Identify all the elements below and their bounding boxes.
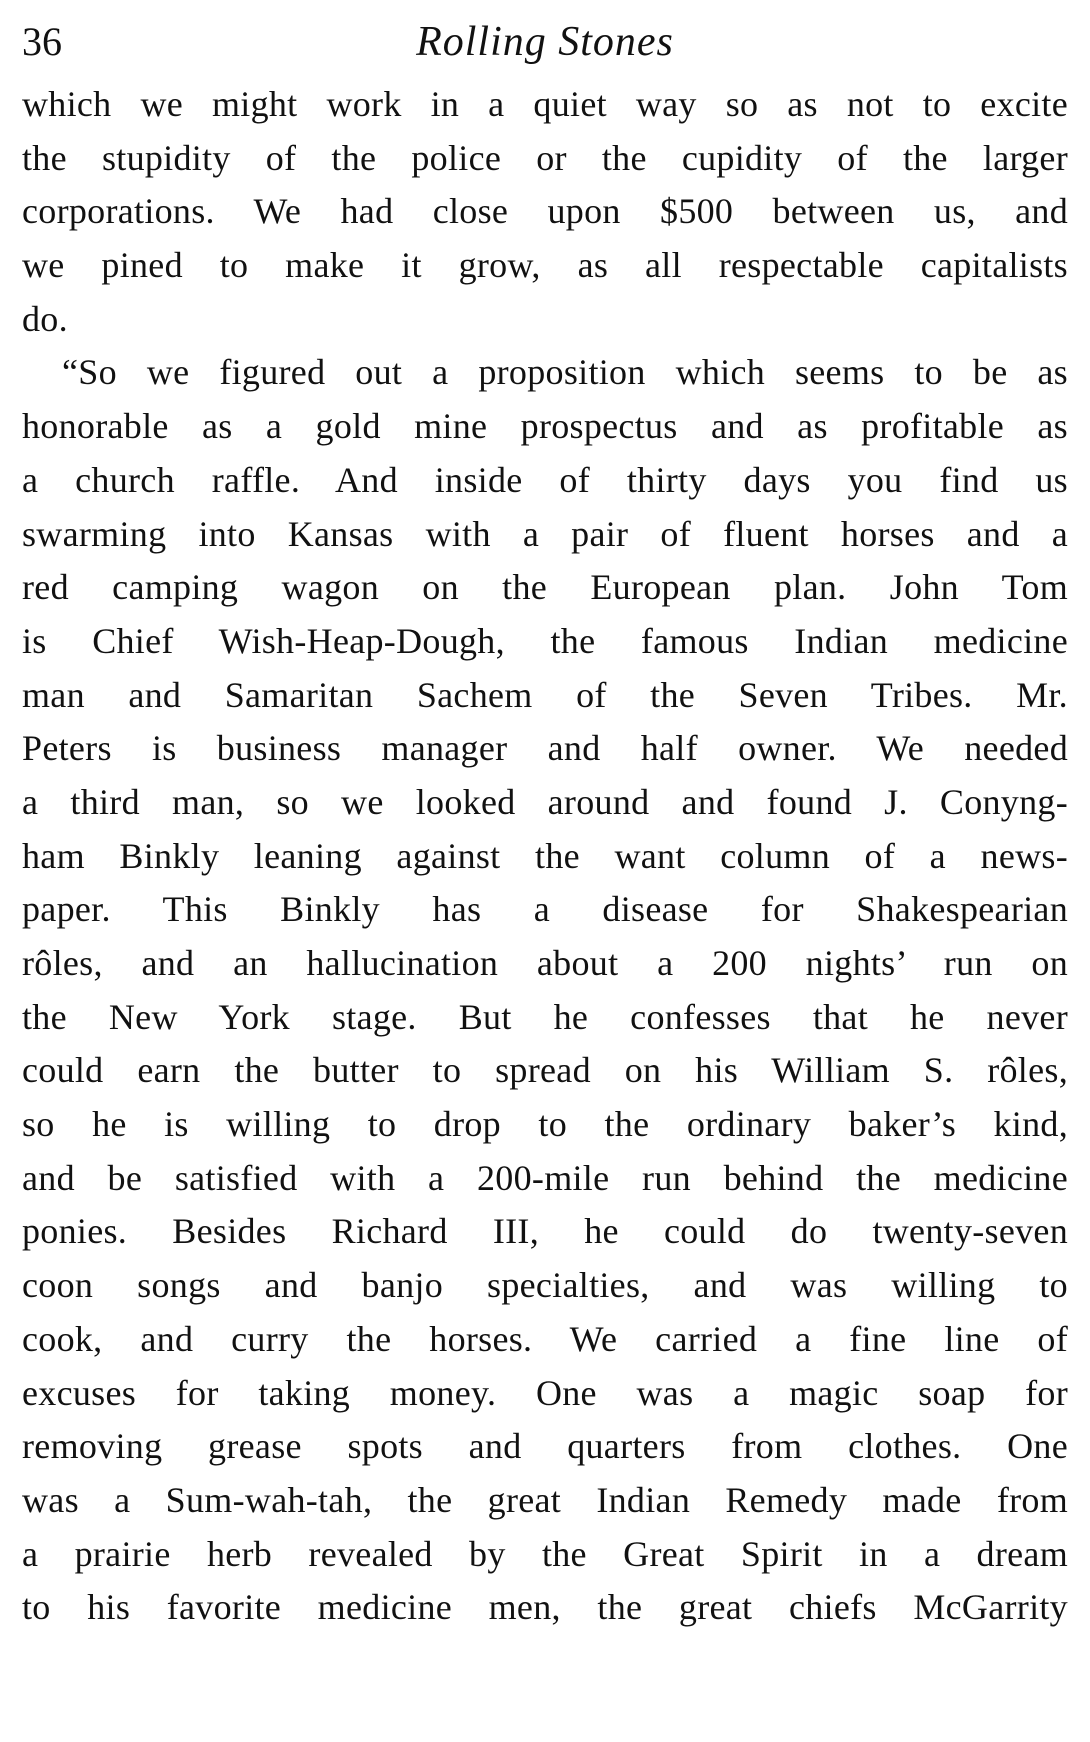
text-line: Peters is business manager and half owner. We needed: [22, 728, 1068, 769]
text-line: [22, 1635, 1068, 1689]
text-line: so he is willing to drop to the ordinary baker’s kind,: [22, 1104, 1068, 1145]
text-line: corporations. We had close upon $500 between us, and: [22, 191, 1068, 232]
text-line: a church raffle. And inside of thirty days you find us: [22, 459, 1068, 500]
text-line: was a Sum-wah-tah, the great Indian Remedy made from: [22, 1479, 1068, 1520]
text-line: and be satisfied with a 200-mile run behind the medicine: [22, 1157, 1068, 1198]
text-line: honorable as a gold mine prospectus and as profitable as: [22, 406, 1068, 447]
paragraph: [22, 346, 1068, 1742]
text-line: a prairie herb revealed by the Great Spirit in a dream: [22, 1533, 1068, 1574]
running-head: [22, 16, 1068, 78]
text-line: the stupidity of the police or the cupidity of the larger: [22, 137, 1068, 178]
text-line: could earn the butter to spread on his William S. rôles,: [22, 1050, 1068, 1091]
text-line: paper. This Binkly has a disease for Shakespearian: [22, 889, 1068, 930]
text-line: do.: [22, 298, 68, 339]
text-line: ham Binkly leaning against the want column of a news-: [22, 835, 1068, 876]
text-line: [22, 1689, 1068, 1742]
text-line: coon songs and banjo specialties, and was willing to: [22, 1265, 1068, 1306]
text-line: we pined to make it grow, as all respectable capitalists: [22, 245, 1068, 286]
book-page: [22, 16, 1068, 1742]
page-number: 36: [22, 19, 62, 64]
running-title: Rolling Stones: [416, 19, 674, 65]
text-line: is Chief Wish-Heap-Dough, the famous Indian medicine: [22, 620, 1068, 661]
text-line: which we might work in a quiet way so as not to excite: [22, 84, 1068, 124]
body-text: [22, 78, 1068, 1742]
text-line: to his favorite medicine men, the great chiefs McGarrity: [22, 1587, 1068, 1628]
text-line: removing grease spots and quarters from clothes. One: [22, 1426, 1068, 1467]
text-line: excuses for taking money. One was a magic soap for: [22, 1372, 1068, 1413]
text-line: a third man, so we looked around and found J. Conyng-: [22, 781, 1068, 822]
text-line: man and Samaritan Sachem of the Seven Tribes. Mr.: [22, 674, 1068, 715]
text-line: “So we figured out a proposition which seems to be as: [62, 352, 1068, 393]
paragraph: [22, 78, 1068, 346]
text-line: the New York stage. But he confesses that he never: [22, 996, 1068, 1037]
text-line: cook, and curry the horses. We carried a fine line of: [22, 1318, 1068, 1359]
text-line: ponies. Besides Richard III, he could do twenty-seven: [22, 1211, 1068, 1252]
text-line: swarming into Kansas with a pair of fluent horses and a: [22, 513, 1068, 554]
text-line: red camping wagon on the European plan. John Tom: [22, 567, 1068, 608]
text-line: rôles, and an hallucination about a 200 nights’ run on: [22, 943, 1068, 983]
